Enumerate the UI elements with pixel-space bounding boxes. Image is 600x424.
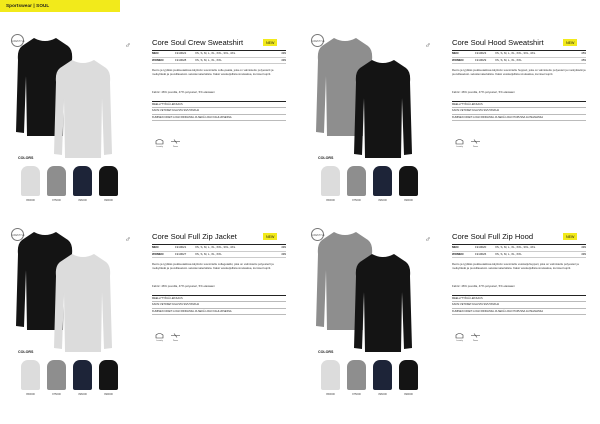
price: 499 (281, 245, 286, 249)
fabric-composition: Fabric: 46% puuvilla, 47% polyesteri, 5% elastaani (152, 284, 215, 288)
product-code: 1910620 (475, 245, 487, 249)
laundry-icon (455, 332, 464, 339)
new-badge: NEW (263, 233, 277, 240)
size-range: XS, S, M, L, XL, XXL (495, 57, 522, 62)
swatch-code: 396000 (378, 199, 387, 202)
swatch-code: 999000 (404, 199, 413, 202)
feature-list (452, 101, 586, 121)
garment-front-image (354, 58, 412, 162)
color-swatch[interactable] (372, 166, 393, 202)
size-gender: MEN (452, 51, 459, 55)
swatch-image (99, 166, 118, 196)
care-label: Power (472, 340, 479, 342)
color-swatch[interactable] (398, 166, 419, 202)
feature-item: KAKSI VETOKETJULLISTA SIVUTASKUA (152, 302, 286, 308)
size-table (452, 244, 586, 258)
swatch-image (47, 360, 66, 390)
price: 499 (281, 251, 286, 256)
feature-item: MEELLYTTÄVÄ LEIKKAUS (452, 102, 586, 108)
size-row (452, 58, 586, 65)
swatch-code: 975000 (52, 393, 61, 396)
size-table (152, 50, 286, 64)
feature-item: KUMINEN CRAFT-LOGO RINNASSA JA SEKÄ LOGO HUPUSSA JA HELMASSA (452, 115, 586, 121)
fabric-composition: Fabric: 46% puuvilla, 47% polyesteri, 5% elastaani (152, 90, 215, 94)
care-label: Laundry (156, 340, 163, 342)
size-row (152, 252, 286, 259)
swatch-image (21, 360, 40, 390)
care-label: Power (172, 340, 179, 342)
product-code: 1910621 (175, 245, 187, 249)
swatch-image (347, 166, 366, 196)
male-symbol-icon: ♂ (425, 235, 431, 244)
swatch-code: 396000 (378, 393, 387, 396)
care-item (470, 138, 481, 148)
swatch-image (21, 166, 40, 196)
swatch-image (47, 166, 66, 196)
size-gender: MEN (452, 245, 459, 249)
laundry-icon (455, 138, 464, 145)
size-row (452, 252, 586, 259)
product-code: 1910623 (475, 51, 487, 55)
product-title: Core Soul Hood Sweatshirt (452, 38, 544, 47)
swatch-code: 999000 (104, 393, 113, 396)
feature-item: KUMINEN CRAFT-LOGO RINNASSA JA SEKÄ LOGO KAULUKSESSA (152, 309, 286, 315)
care-item (454, 138, 465, 148)
swatch-image (99, 360, 118, 390)
size-row (452, 51, 586, 58)
swatch-code: 396000 (78, 393, 87, 396)
swatch-image (399, 166, 418, 196)
product-description: Rento ja tyylikäs joukkuetakissa käyttöön suunniteltu collegetakki, joka on valmistettu polyesterit ja meikyttävät ja puuvillasekoit- sekoitematerialista. Kaksi vetoketjullista sivutaskua, kumiset kuprit. (152, 262, 274, 271)
garment-front-image (54, 58, 112, 162)
feature-list (152, 101, 286, 121)
size-range: XS, S, M, L, XL, XXL, 3XL, 4XL (195, 51, 236, 55)
color-swatch[interactable] (46, 166, 67, 202)
swatch-image (373, 166, 392, 196)
swatch-code: 999000 (404, 393, 413, 396)
color-swatches (320, 166, 419, 202)
care-label: Laundry (456, 340, 463, 342)
color-swatch[interactable] (372, 360, 393, 396)
swatch-code: 950000 (26, 393, 35, 396)
care-label: Power (172, 146, 179, 148)
product-code: 1910627 (175, 251, 187, 256)
swatch-image (73, 166, 92, 196)
swatch-code: 396000 (78, 199, 87, 202)
size-range: XS, S, M, L, XL, XXL (195, 251, 222, 256)
size-range: XS, S, M, L, XL, XXL (495, 251, 522, 256)
product-code: 1910628 (175, 57, 187, 62)
color-swatch[interactable] (346, 166, 367, 202)
color-swatch[interactable] (20, 166, 41, 202)
size-row (452, 245, 586, 252)
size-gender: WOMEN (152, 251, 164, 256)
fabric-composition: Fabric: 46% puuvilla, 47% polyesteri, 5% elastaani (452, 284, 515, 288)
color-swatches (20, 360, 119, 396)
price: 499 (281, 51, 286, 55)
care-item (454, 332, 465, 342)
feature-item: MEELLYTTÄVÄ LEIKKAUS (452, 296, 586, 302)
price: 459 (581, 51, 586, 55)
care-icons (454, 138, 481, 148)
garment-front-image (54, 252, 112, 356)
feature-item: KAKSI VETOKETJULLISTA SIVUTASKUA (452, 302, 586, 308)
feature-item: KUMINEN CRAFT-LOGO RINNASSA JA SEKÄ LOGO KAULUKSESSA (152, 115, 286, 121)
section-tag: Sportswear | SOUL (0, 0, 120, 12)
swatch-code: 975000 (352, 393, 361, 396)
new-badge: NEW (563, 233, 577, 240)
feature-item: KAKSI VETOKETJULLISTA SIVUTASKUA (452, 108, 586, 114)
color-swatches (20, 166, 119, 202)
colors-title: COLORS (18, 350, 34, 354)
product-card (308, 222, 598, 422)
swatch-image (347, 360, 366, 390)
new-badge: NEW (263, 39, 277, 46)
color-swatch[interactable] (98, 166, 119, 202)
feature-item: KUMINEN CRAFT-LOGO RINNASSA JA SEKÄ LOGO HUPUSSA JA HELMASSA (452, 309, 586, 315)
male-symbol-icon: ♂ (125, 235, 131, 244)
size-row (152, 58, 286, 65)
color-swatch[interactable] (320, 166, 341, 202)
swatch-code: 999000 (104, 199, 113, 202)
product-card (8, 222, 298, 422)
product-description: Rento ja tyylikäs joukkuetakissa käyttöön suunniteltu vetoketjuhuppari, joka on valmistettu polyesteri ja meikyttävät ja puuvillasekoit- sekoitematerialista. Kaksi vetoketjullista sivutaskua, kumiset kuprit. (452, 262, 579, 271)
color-swatch[interactable] (346, 360, 367, 396)
male-symbol-icon: ♂ (125, 41, 131, 50)
care-label: Laundry (156, 146, 163, 148)
size-table (152, 244, 286, 258)
care-item (170, 332, 181, 342)
new-badge: NEW (563, 39, 577, 46)
color-swatch[interactable] (20, 360, 41, 396)
swatch-code: 950000 (26, 199, 35, 202)
power-icon (471, 332, 480, 339)
laundry-icon (155, 332, 164, 339)
care-label: Power (472, 146, 479, 148)
care-item (154, 332, 165, 342)
color-swatch[interactable] (398, 360, 419, 396)
size-gender: MEN (152, 51, 159, 55)
feature-list (452, 295, 586, 315)
laundry-icon (155, 138, 164, 145)
colors-title: COLORS (18, 156, 34, 160)
size-range: XS, S, M, L, XL, XXL, 3XL, 4XL (495, 245, 536, 249)
product-card (308, 28, 598, 228)
lifestyle-icon: LIFESTYLE (11, 34, 24, 47)
lifestyle-icon: LIFESTYLE (311, 34, 324, 47)
feature-item: KAKSI VETOKETJULLISTA SIVUTASKUA (152, 108, 286, 114)
swatch-code: 975000 (52, 199, 61, 202)
colors-title: COLORS (318, 156, 334, 160)
color-swatch[interactable] (320, 360, 341, 396)
care-item (154, 138, 165, 148)
care-icons (154, 332, 181, 342)
price: 499 (581, 245, 586, 249)
colors-title: COLORS (318, 350, 334, 354)
power-icon (171, 332, 180, 339)
male-symbol-icon: ♂ (425, 41, 431, 50)
product-card (8, 28, 298, 228)
color-swatch[interactable] (72, 166, 93, 202)
lifestyle-icon: LIFESTYLE (311, 228, 324, 241)
swatch-image (373, 360, 392, 390)
size-range: XS, S, M, L, XL, XXL, 3XL, 4XL (495, 51, 536, 55)
swatch-image (321, 360, 340, 390)
size-range: XS, S, M, L, XL, XXL (195, 57, 222, 62)
power-icon (171, 138, 180, 145)
price: 499 (581, 251, 586, 256)
feature-item: MEELLYTTÄVÄ LEIKKAUS (152, 296, 286, 302)
product-description: Rento ja tyylikäs joukkuetakissa käyttöön suunniteltu huppari, joka on valmistettu polyesteri ja meikyttävät ja puuvillasekoit- sekoitematerialista. Kaksi vetoketjullista sivutaskua, kumiset kuprit. (452, 68, 586, 77)
garment-front-image (354, 252, 412, 356)
care-item (170, 138, 181, 148)
product-title: Core Soul Full Zip Jacket (152, 232, 237, 241)
color-swatch[interactable] (72, 360, 93, 396)
size-gender: WOMEN (452, 251, 464, 256)
swatch-code: 950000 (326, 199, 335, 202)
size-gender: WOMEN (452, 57, 464, 62)
product-title: Core Soul Crew Sweatshirt (152, 38, 244, 47)
size-gender: MEN (152, 245, 159, 249)
swatch-code: 950000 (326, 393, 335, 396)
lifestyle-icon: LIFESTYLE (11, 228, 24, 241)
feature-list (152, 295, 286, 315)
size-table (452, 50, 586, 64)
swatch-image (321, 166, 340, 196)
swatch-image (73, 360, 92, 390)
color-swatch[interactable] (46, 360, 67, 396)
product-title: Core Soul Full Zip Hood (452, 232, 534, 241)
fabric-composition: Fabric: 46% puuvilla, 47% polyesteri, 5% elastaani (452, 90, 515, 94)
product-description: Rento ja tyylikäs joukkuetakissa käyttöön suunniteltu colle-paaita, joka on valmistettu polyesterit ja meikyttävät ja puuvillasekoit- sekoitematerialista. Kaksi vetoketjullista sivutaskua, kumiset kuprit. (152, 68, 274, 77)
size-row (152, 245, 286, 252)
color-swatches (320, 360, 419, 396)
product-code: 1910626 (475, 251, 487, 256)
size-gender: WOMEN (152, 57, 164, 62)
color-swatch[interactable] (98, 360, 119, 396)
price: 499 (281, 57, 286, 62)
power-icon (471, 138, 480, 145)
care-item (470, 332, 481, 342)
price: 459 (581, 57, 586, 62)
product-code: 1910629 (475, 57, 487, 62)
care-icons (454, 332, 481, 342)
care-label: Laundry (456, 146, 463, 148)
size-range: XS, S, M, L, XL, XXL, 3XL, 4XL (195, 245, 236, 249)
product-code: 1910622 (175, 51, 187, 55)
care-icons (154, 138, 181, 148)
swatch-image (399, 360, 418, 390)
swatch-code: 975000 (352, 199, 361, 202)
size-row (152, 51, 286, 58)
feature-item: MEELLYTTÄVÄ LEIKKAUS (152, 102, 286, 108)
